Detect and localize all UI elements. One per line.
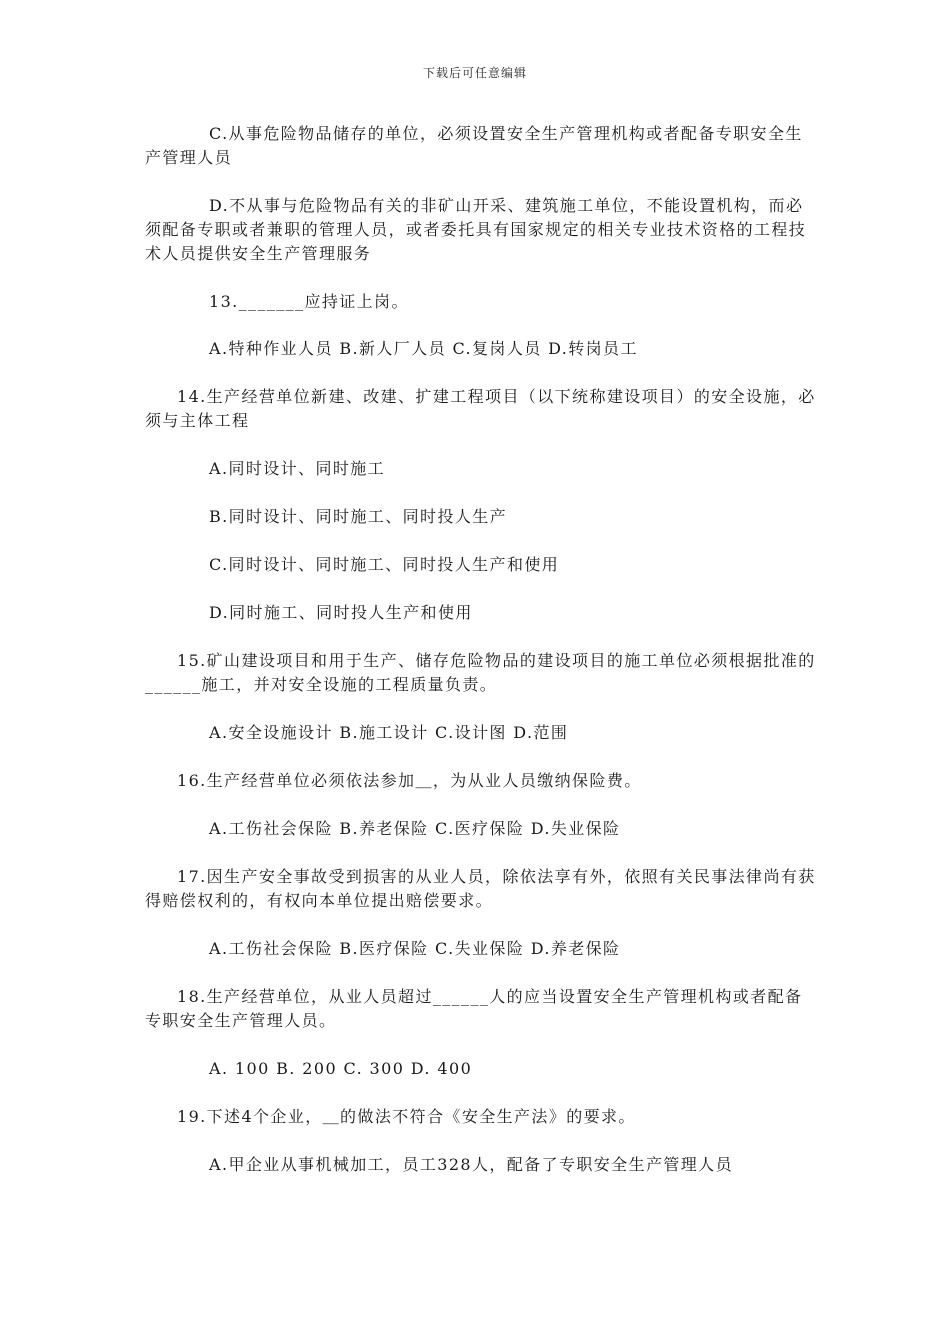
question-19: 19.下述4个企业，＿的做法不符合《安全生产法》的要求。 <box>177 1107 636 1126</box>
option-d-paragraph: D.不从事与危险物品有关的非矿山开采、建筑施工单位，不能设置机构，而必须配备专职或者兼职的管理人员，或者委托具有国家规定的相关专业技术资格的工程技术人员提供安全生产管理服务 <box>145 196 807 263</box>
question-13-options: A.特种作业人员 B.新人厂人员 C.复岗人员 D.转岗员工 <box>209 339 638 358</box>
question-14: 14.生产经营单位新建、改建、扩建工程项目（以下统称建设项目）的安全设施，必须与主体工程 <box>145 387 816 430</box>
question-17: 17.因生产安全事故受到损害的从业人员，除依法享有外，依照有关民事法律尚有获得赔偿权利的，有权向本单位提出赔偿要求。 <box>145 867 816 910</box>
document-body <box>145 122 817 1201</box>
option-c-paragraph: C.从事危险物品储存的单位，必须设置安全生产管理机构或者配备专职安全生产管理人员 <box>145 124 803 167</box>
question-15: 15.矿山建设项目和用于生产、储存危险物品的建设项目的施工单位必须根据批准的 ______施工，并对安全设施的工程质量负责。 <box>145 651 816 694</box>
page-header: 下载后可任意编辑 <box>422 66 527 80</box>
question-16: 16.生产经营单位必须依法参加＿，为从业人员缴纳保险费。 <box>177 771 642 790</box>
question-17-options: A.工伤社会保险 B.医疗保险 C.失业保险 D.养老保险 <box>209 939 621 958</box>
question-13: 13._______应持证上岗。 <box>209 292 409 311</box>
question-14-option-c: C.同时设计、同时施工、同时投人生产和使用 <box>209 555 560 574</box>
question-16-options: A.工伤社会保险 B.养老保险 C.医疗保险 D.失业保险 <box>209 819 621 838</box>
question-14-option-a: A.同时设计、同时施工 <box>209 459 386 478</box>
question-14-option-b: B.同时设计、同时施工、同时投人生产 <box>209 507 508 526</box>
question-19-option-a: A.甲企业从事机械加工，员工328人，配备了专职安全生产管理人员 <box>209 1155 733 1174</box>
question-15-options: A.安全设施设计 B.施工设计 C.设计图 D.范围 <box>209 723 569 742</box>
question-18-options: A. 100 B. 200 C. 300 D. 400 <box>209 1059 473 1078</box>
question-18: 18.生产经营单位，从业人员超过______人的应当设置安全生产管理机构或者配备专职安全生产管理人员。 <box>145 987 803 1030</box>
question-14-option-d: D.同时施工、同时投人生产和使用 <box>209 603 473 622</box>
